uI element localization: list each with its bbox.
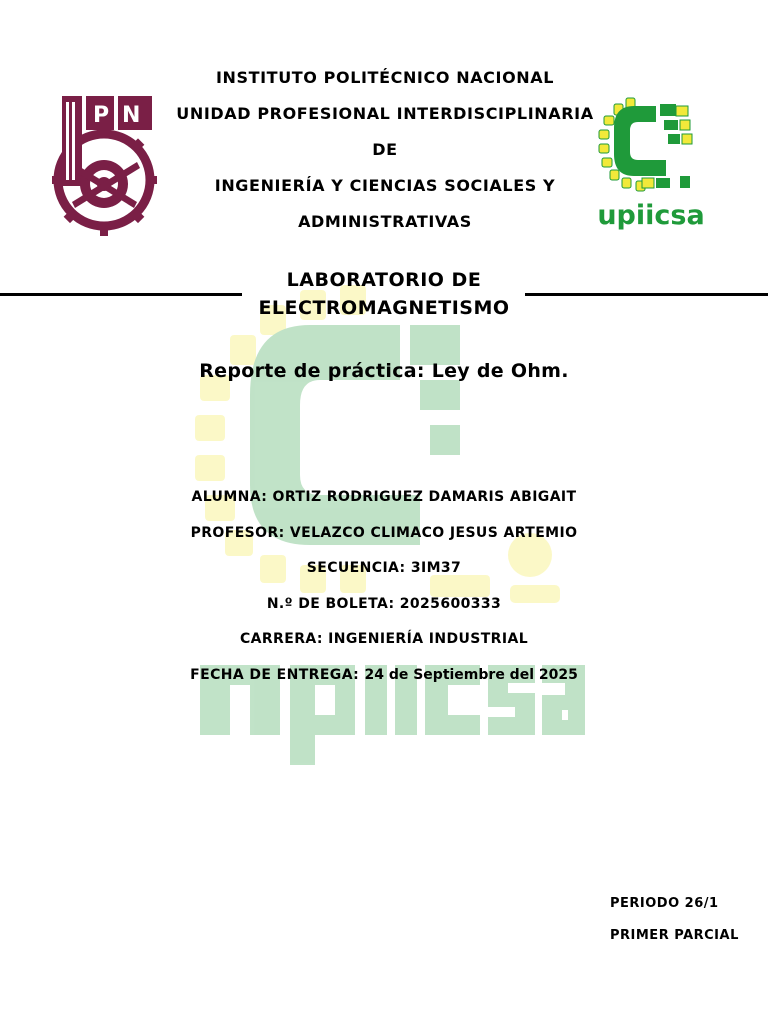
partial: PRIMER PARCIAL	[610, 928, 739, 943]
lab-title-line-1: LABORATORIO DE	[286, 269, 482, 291]
upiicsa-wordmark: upiicsa	[597, 200, 705, 231]
header-line-2: UNIDAD PROFESIONAL INTERDISCIPLINARIA DE	[176, 104, 594, 159]
student-info	[150, 480, 618, 693]
divider-left	[0, 293, 242, 296]
sequence: SECUENCIA: 3IM37	[306, 560, 462, 576]
upiicsa-logo	[596, 96, 706, 231]
svg-text:N: N	[122, 103, 141, 128]
delivery-date-label: FECHA DE ENTREGA:	[190, 666, 365, 683]
header-line-1: INSTITUTO POLITÉCNICO NACIONAL	[215, 68, 555, 87]
divider-right	[525, 293, 768, 296]
svg-text:P: P	[93, 103, 110, 128]
student-name: ALUMNA: ORTIZ RODRIGUEZ DAMARIS ABIGAIT	[191, 489, 577, 505]
delivery-date	[150, 658, 618, 694]
period: PERIODO 26/1	[610, 896, 719, 911]
header-line-4: ADMINISTRATIVAS	[298, 212, 472, 231]
lab-title-line-2: ELECTROMAGNETISMO	[258, 297, 510, 319]
ipn-logo	[52, 92, 157, 240]
institution-header	[170, 60, 600, 240]
lab-title	[240, 266, 528, 322]
professor-name: PROFESOR: VELAZCO CLIMACO JESUS ARTEMIO	[190, 524, 578, 541]
header-line-3: INGENIERÍA Y CIENCIAS SOCIALES Y	[214, 176, 556, 195]
student-id: N.º DE BOLETA: 2025600333	[266, 595, 502, 612]
period-block	[610, 888, 760, 952]
delivery-date-value: 24 de Septiembre del 2025	[364, 666, 578, 683]
career: CARRERA: INGENIERÍA INDUSTRIAL	[239, 631, 529, 647]
report-title: Reporte de práctica: Ley de Ohm.	[199, 360, 569, 382]
